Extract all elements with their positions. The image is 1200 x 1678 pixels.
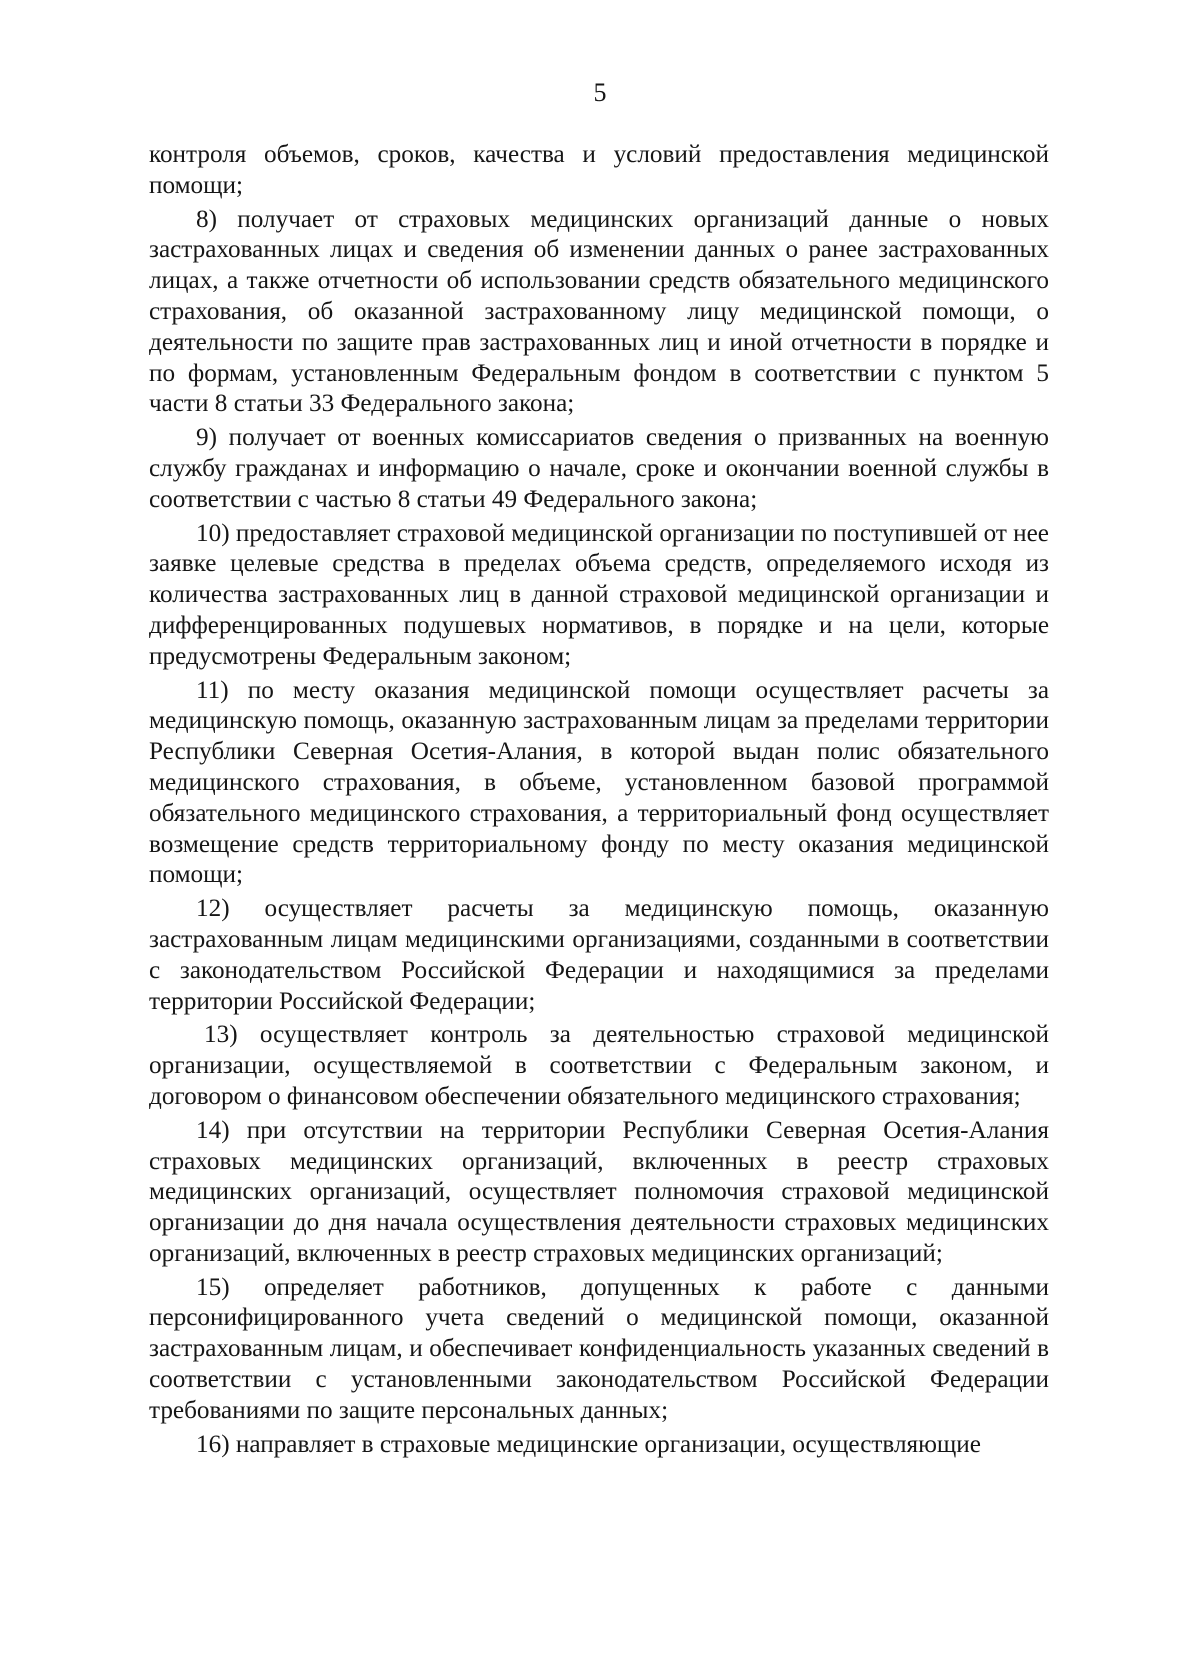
paragraph-item-12: 12) осуществляет расчеты за медицинскую помощь, оказанную застрахованным лицам медицинскими организациями, созданными в соответствии с законодательством Российской Федерации и находящимися за пределами территории Российской Федерации; — [149, 895, 1049, 1015]
paragraph-item-11: 11) по месту оказания медицинской помощи осуществляет расчеты за медицинскую помощь, оказанную застрахованным лицам за пределами территории Республики Северная Осетия-Алания, в которой выдан полис обязательного медицинского страхования, в объеме, установленном базовой программой обязательного медицинского страхования, а территориальный фонд осуществляет возмещение средств территориальному фонду по месту оказания медицинской помощи; — [149, 676, 1049, 889]
paragraph-item-8: 8) получает от страховых медицинских организаций данные о новых застрахованных лицах и сведения об изменении данных о ранее застрахованных лицах, а также отчетности об использовании средств обязательного медицинского страхования, об оказанной застрахованному лицу медицинской помощи, о деятельности по защите прав застрахованных лиц и иной отчетности в порядке и по формам, установленным Федеральным фондом в соответствии с пунктом 5 части 8 статьи 33 Федерального закона; — [149, 205, 1049, 418]
paragraph-item-16: 16) направляет в страховые медицинские организации, осуществляющие — [196, 1430, 981, 1458]
paragraph-item-13: 13) осуществляет контроль за деятельностью страховой медицинской организации, осуществляемой в соответствии с Федеральным законом, и договором о финансовом обеспечении обязательного медицинского страхования; — [149, 1021, 1049, 1110]
document-body — [149, 140, 1049, 1463]
paragraph-item-10: 10) предоставляет страховой медицинской организации по поступившей от нее заявке целевые средства в пределах объема средств, определяемого исходя из количества застрахованных лиц в данной страховой медицинской организации и дифференцированных подушевых нормативов, в порядке и на цели, которые предусмотрены Федеральным законом; — [149, 519, 1049, 670]
paragraph-item-14: 14) при отсутствии на территории Республики Северная Осетия-Алания страховых медицинских организаций, включенных в реестр страховых медицинских организаций, осуществляет полномочия страховой медицинской организации до дня начала осуществления деятельности страховых медицинских организаций, включенных в реестр страховых медицинских организаций; — [149, 1116, 1049, 1267]
paragraph-item-15: 15) определяет работников, допущенных к работе с данными персонифицированного учета сведений о медицинской помощи, оказанной застрахованным лицам, и обеспечивает конфиденциальность указанных сведений в соответствии с установленными законодательством Российской Федерации требованиями по защите персональных данных; — [149, 1273, 1049, 1424]
paragraph-item-9: 9) получает от военных комиссариатов сведения о призванных на военную службу гражданах и информацию о начале, сроке и окончании военной службы в соответствии с частью 8 статьи 49 Федерального закона; — [149, 424, 1049, 513]
paragraph-continuation: контроля объемов, сроков, качества и условий предоставления медицинской помощи; — [149, 141, 1049, 199]
page-number: 5 — [593, 78, 607, 107]
